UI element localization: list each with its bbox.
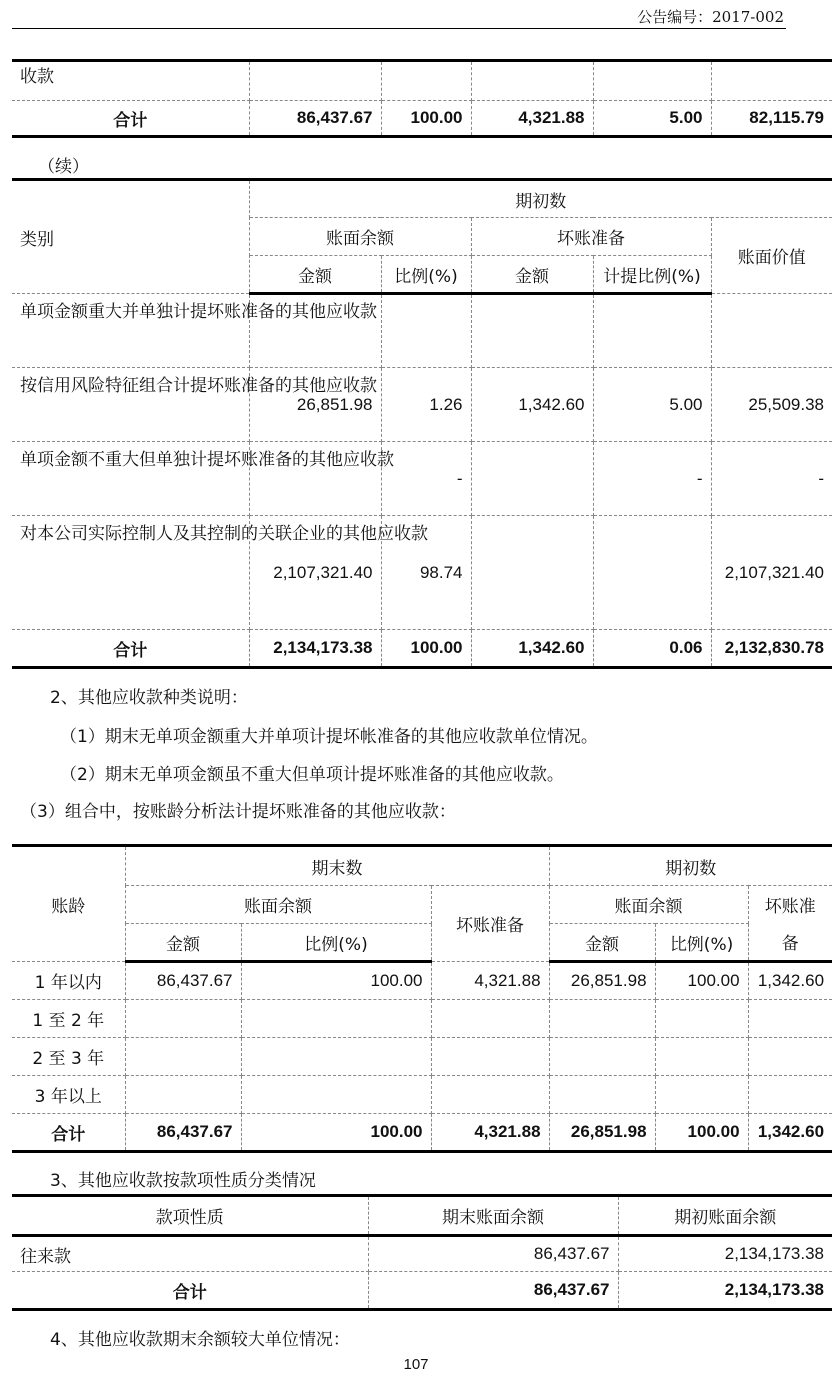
cell-amount: 2,107,321.40 — [249, 516, 381, 630]
header-period-end: 期末数 — [125, 846, 549, 886]
header-bad-debt: 坏账准备 — [471, 218, 711, 256]
total-provision-ratio: 0.06 — [593, 630, 711, 668]
header-provision-ratio: 计提比例(%) — [593, 256, 711, 294]
cell-provision-ratio: 5.00 — [593, 368, 711, 442]
row-label: 单项金额不重大但单独计提坏账准备的其他应收款 — [12, 442, 249, 516]
row-label: 收款 — [12, 61, 249, 101]
row-label: 按信用风险特征组合计提坏账准备的其他应收款 — [12, 368, 249, 442]
total-row — [12, 1272, 832, 1310]
header-category: 类别 — [12, 180, 249, 294]
cell-begin-balance: 2,134,173.38 — [618, 1236, 832, 1272]
cell-end-amount: 86,437.67 — [125, 962, 241, 1000]
table-row — [12, 294, 832, 368]
section-4-heading: 4、其他应收款期末余额较大单位情况： — [50, 1330, 350, 1350]
cell-book-value: - — [711, 442, 832, 516]
cell-provision: 1,342.60 — [471, 368, 593, 442]
page-number: 107 — [403, 1356, 429, 1373]
notes-heading-2: 2、其他应收款种类说明： — [50, 688, 248, 708]
continued-label: （续） — [38, 157, 89, 177]
header-ratio: 比例(%) — [381, 256, 471, 294]
cell-ratio: - — [381, 442, 471, 516]
total-provision-ratio: 5.00 — [593, 101, 711, 137]
row-label: 单项金额重大并单独计提坏账准备的其他应收款 — [12, 294, 249, 368]
header-nature: 款项性质 — [12, 1196, 368, 1236]
cell-end-balance: 86,437.67 — [368, 1236, 618, 1272]
table-row — [12, 368, 832, 442]
header-amount: 金额 — [249, 256, 381, 294]
cell-begin-ratio: 100.00 — [655, 962, 748, 1000]
total-row — [12, 1114, 832, 1152]
total-begin-amount: 26,851.98 — [549, 1114, 655, 1152]
row-label: 对本公司实际控制人及其控制的关联企业的其他应收款 — [12, 516, 249, 630]
header-aging: 账龄 — [12, 846, 125, 962]
total-ratio: 100.00 — [381, 101, 471, 137]
total-provision: 1,342.60 — [471, 630, 593, 668]
header-ratio-2: 比例(%) — [655, 924, 748, 962]
notes-item-3: （3）组合中，按账龄分析法计提坏账准备的其他应收款： — [20, 802, 456, 822]
table-row — [12, 516, 832, 630]
header-period-begin: 期初数 — [549, 846, 832, 886]
header-book-balance-2: 账面余额 — [549, 886, 748, 924]
total-end-provision: 4,321.88 — [431, 1114, 549, 1152]
cell-ratio: 1.26 — [381, 368, 471, 442]
total-amount: 2,134,173.38 — [249, 630, 381, 668]
total-label: 合计 — [12, 101, 249, 137]
table-period-begin — [12, 178, 832, 669]
header-period-begin: 期初数 — [249, 180, 832, 218]
section-3-heading: 3、其他应收款按款项性质分类情况 — [50, 1171, 316, 1191]
header-rule — [12, 28, 786, 29]
header-book-value: 账面价值 — [711, 218, 832, 294]
header-amount-2: 金额 — [471, 256, 593, 294]
cell-end-provision: 4,321.88 — [431, 962, 549, 1000]
announcement-number: 公告编号：2017-002 — [637, 8, 784, 26]
table-row — [12, 1236, 832, 1272]
total-label: 合计 — [12, 1272, 368, 1310]
header-amount: 金额 — [125, 924, 241, 962]
cell-book-value: 25,509.38 — [711, 368, 832, 442]
cell-end-ratio: 100.00 — [241, 962, 431, 1000]
total-label: 合计 — [12, 630, 249, 668]
total-end-balance: 86,437.67 — [368, 1272, 618, 1310]
header-end-balance: 期末账面余额 — [368, 1196, 618, 1236]
cell-begin-amount: 26,851.98 — [549, 962, 655, 1000]
table-period-end-tail — [12, 59, 832, 138]
table-row — [12, 61, 832, 101]
total-begin-balance: 2,134,173.38 — [618, 1272, 832, 1310]
total-end-amount: 86,437.67 — [125, 1114, 241, 1152]
header-bad-debt-2b: 备 — [748, 924, 832, 962]
row-label: 1 年以内 — [12, 962, 125, 1000]
header-book-balance: 账面余额 — [249, 218, 471, 256]
total-begin-ratio: 100.00 — [655, 1114, 748, 1152]
header-begin-balance: 期初账面余额 — [618, 1196, 832, 1236]
table-by-nature — [12, 1194, 832, 1311]
total-provision: 4,321.88 — [471, 101, 593, 137]
row-label: 1 至 2 年 — [12, 1000, 125, 1038]
table-row — [12, 1038, 832, 1076]
notes-item-2: （2）期末无单项金额虽不重大但单项计提坏账准备的其他应收款。 — [60, 765, 564, 785]
row-label: 2 至 3 年 — [12, 1038, 125, 1076]
table-row — [12, 442, 832, 516]
header-ratio: 比例(%) — [241, 924, 431, 962]
total-row — [12, 101, 832, 137]
total-book-value: 82,115.79 — [711, 101, 832, 137]
row-label: 3 年以上 — [12, 1076, 125, 1114]
cell-amount: 26,851.98 — [249, 368, 381, 442]
total-book-value: 2,132,830.78 — [711, 630, 832, 668]
header-book-balance: 账面余额 — [125, 886, 431, 924]
table-row — [12, 962, 832, 1000]
total-ratio: 100.00 — [381, 630, 471, 668]
row-label: 往来款 — [12, 1236, 368, 1272]
cell-ratio: 98.74 — [381, 516, 471, 630]
header-bad-debt-2a: 坏账准 — [748, 886, 832, 924]
notes-item-1: （1）期末无单项金额重大并单项计提坏帐准备的其他应收款单位情况。 — [60, 727, 598, 747]
cell-begin-provision: 1,342.60 — [748, 962, 832, 1000]
cell-provision-ratio: - — [593, 442, 711, 516]
header-bad-debt: 坏账准备 — [431, 886, 549, 962]
cell-book-value: 2,107,321.40 — [711, 516, 832, 630]
table-row — [12, 1000, 832, 1038]
table-aging — [12, 844, 832, 1153]
total-end-ratio: 100.00 — [241, 1114, 431, 1152]
table-row — [12, 1076, 832, 1114]
total-begin-provision: 1,342.60 — [748, 1114, 832, 1152]
total-row — [12, 630, 832, 668]
header-amount-2: 金额 — [549, 924, 655, 962]
total-amount: 86,437.67 — [249, 101, 381, 137]
total-label: 合计 — [12, 1114, 125, 1152]
